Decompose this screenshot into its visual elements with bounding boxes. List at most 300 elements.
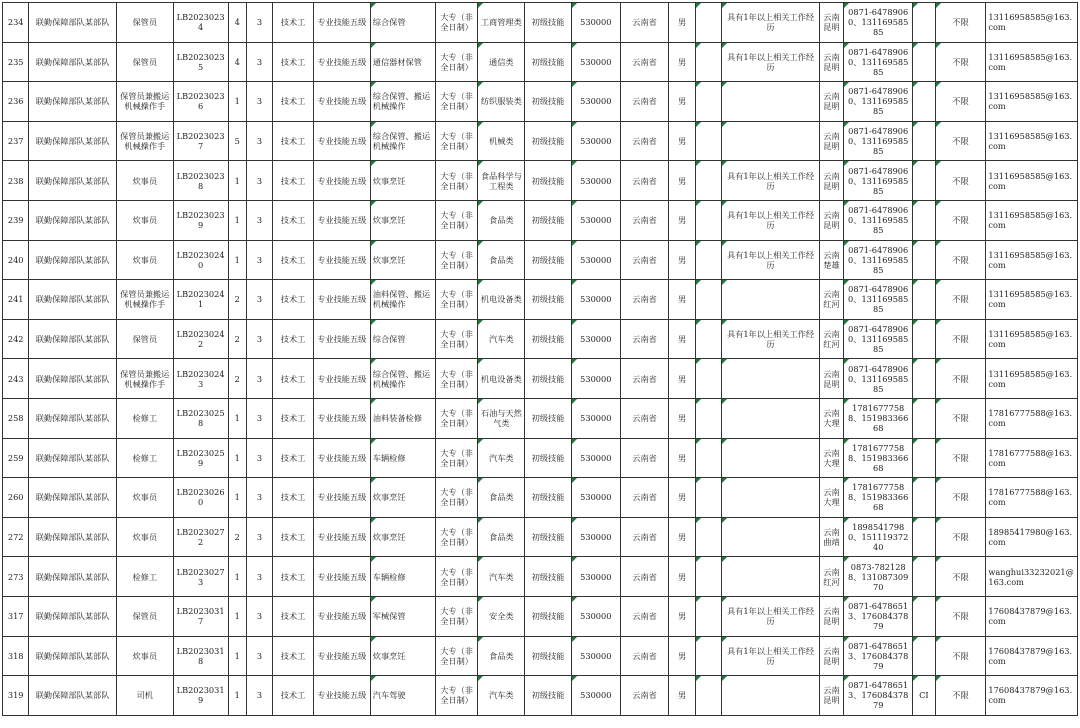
- cell-major: 石油与天然气类: [478, 398, 525, 438]
- cell-a: 2: [228, 319, 246, 359]
- cell-edu: 大专（非全日制）: [435, 557, 478, 597]
- cell-exp: [722, 121, 820, 161]
- cell-code: LB20230259: [173, 438, 228, 478]
- cell-limit: 不限: [935, 359, 986, 399]
- cell-req: 初级技能: [525, 280, 572, 320]
- cell-sex: 男: [669, 596, 695, 636]
- cell-dept: 联勤保障部队某部队: [29, 82, 116, 122]
- cell-level: 专业技能五级: [313, 438, 370, 478]
- cell-req: 初级技能: [525, 517, 572, 557]
- cell-post: 炊事员: [116, 478, 173, 518]
- cell-type: 技术工: [273, 557, 314, 597]
- cell-city: 云南昆明: [819, 42, 843, 82]
- cell-tel: 0871-64789060、13116958585: [844, 3, 913, 43]
- cell-city: 云南昆明: [819, 3, 843, 43]
- cell-b: 3: [246, 596, 272, 636]
- cell-c2: [913, 517, 935, 557]
- cell-c2: [913, 438, 935, 478]
- cell-exp: [722, 398, 820, 438]
- cell-tel: 0871-64789060、13116958585: [844, 82, 913, 122]
- cell-a: 1: [228, 161, 246, 201]
- cell-prov: 云南省: [620, 557, 669, 597]
- cell-email: 13116958585@163.com: [986, 359, 1078, 399]
- cell-code: LB20230236: [173, 82, 228, 122]
- cell-salary: 530000: [571, 121, 620, 161]
- cell-post: 炊事员: [116, 636, 173, 676]
- cell-salary: 530000: [571, 557, 620, 597]
- cell-prov: 云南省: [620, 42, 669, 82]
- cell-post: 保管员: [116, 319, 173, 359]
- cell-req: 初级技能: [525, 319, 572, 359]
- cell-b: 3: [246, 161, 272, 201]
- cell-c1: [695, 517, 721, 557]
- cell-exp: [722, 280, 820, 320]
- cell-dept: 联勤保障部队某部队: [29, 478, 116, 518]
- cell-tel: 0871-64789060、13116958585: [844, 42, 913, 82]
- cell-no: 272: [3, 517, 29, 557]
- table-row: [3, 478, 1078, 518]
- cell-city: 云南大理: [819, 398, 843, 438]
- cell-code: LB20230273: [173, 557, 228, 597]
- cell-spec: 汽车驾驶: [370, 676, 435, 716]
- cell-c2: [913, 240, 935, 280]
- cell-code: LB20230234: [173, 3, 228, 43]
- cell-edu: 大专（非全日制）: [435, 636, 478, 676]
- cell-email: 13116958585@163.com: [986, 240, 1078, 280]
- cell-dept: 联勤保障部队某部队: [29, 3, 116, 43]
- cell-type: 技术工: [273, 517, 314, 557]
- cell-edu: 大专（非全日制）: [435, 240, 478, 280]
- cell-c1: [695, 557, 721, 597]
- cell-edu: 大专（非全日制）: [435, 42, 478, 82]
- cell-salary: 530000: [571, 398, 620, 438]
- cell-dept: 联勤保障部队某部队: [29, 438, 116, 478]
- cell-req: 初级技能: [525, 121, 572, 161]
- cell-spec: 油料装备检修: [370, 398, 435, 438]
- cell-limit: 不限: [935, 42, 986, 82]
- cell-c1: [695, 359, 721, 399]
- cell-major: 纺织服装类: [478, 82, 525, 122]
- cell-email: 13116958585@163.com: [986, 121, 1078, 161]
- cell-limit: 不限: [935, 161, 986, 201]
- cell-salary: 530000: [571, 596, 620, 636]
- cell-tel: 0871-64789060、13116958585: [844, 359, 913, 399]
- cell-sex: 男: [669, 240, 695, 280]
- cell-sex: 男: [669, 676, 695, 716]
- cell-email: 17608437879@163.com: [986, 596, 1078, 636]
- cell-no: 259: [3, 438, 29, 478]
- cell-city: 云南昆明: [819, 596, 843, 636]
- cell-exp: 具有1年以上相关工作经历: [722, 636, 820, 676]
- cell-type: 技术工: [273, 42, 314, 82]
- cell-spec: 综合保管: [370, 319, 435, 359]
- cell-code: LB20230238: [173, 161, 228, 201]
- cell-edu: 大专（非全日制）: [435, 319, 478, 359]
- cell-limit: 不限: [935, 121, 986, 161]
- cell-email: 17608437879@163.com: [986, 636, 1078, 676]
- cell-c1: [695, 676, 721, 716]
- cell-city: 云南大理: [819, 478, 843, 518]
- cell-post: 炊事员: [116, 161, 173, 201]
- cell-b: 3: [246, 676, 272, 716]
- cell-code: LB20230235: [173, 42, 228, 82]
- cell-city: 云南红河: [819, 319, 843, 359]
- cell-level: 专业技能五级: [313, 676, 370, 716]
- cell-b: 3: [246, 557, 272, 597]
- cell-dept: 联勤保障部队某部队: [29, 636, 116, 676]
- cell-email: 17816777588@163.com: [986, 398, 1078, 438]
- cell-email: 17608437879@163.com: [986, 676, 1078, 716]
- cell-dept: 联勤保障部队某部队: [29, 319, 116, 359]
- table-row: [3, 319, 1078, 359]
- cell-major: 汽车类: [478, 319, 525, 359]
- cell-prov: 云南省: [620, 240, 669, 280]
- cell-post: 保管员兼搬运机械操作手: [116, 121, 173, 161]
- cell-req: 初级技能: [525, 398, 572, 438]
- cell-post: 检修工: [116, 438, 173, 478]
- cell-limit: 不限: [935, 596, 986, 636]
- table-row: [3, 596, 1078, 636]
- cell-limit: 不限: [935, 517, 986, 557]
- cell-no: 242: [3, 319, 29, 359]
- cell-code: LB20230260: [173, 478, 228, 518]
- cell-sex: 男: [669, 42, 695, 82]
- cell-c1: [695, 200, 721, 240]
- cell-a: 2: [228, 280, 246, 320]
- cell-code: LB20230239: [173, 200, 228, 240]
- cell-a: 1: [228, 200, 246, 240]
- cell-a: 1: [228, 398, 246, 438]
- cell-c2: [913, 42, 935, 82]
- cell-edu: 大专（非全日制）: [435, 517, 478, 557]
- cell-dept: 联勤保障部队某部队: [29, 359, 116, 399]
- cell-c2: [913, 398, 935, 438]
- cell-prov: 云南省: [620, 3, 669, 43]
- cell-city: 云南楚雄: [819, 240, 843, 280]
- cell-b: 3: [246, 478, 272, 518]
- cell-salary: 530000: [571, 478, 620, 518]
- cell-prov: 云南省: [620, 596, 669, 636]
- cell-no: 234: [3, 3, 29, 43]
- cell-sex: 男: [669, 82, 695, 122]
- cell-limit: 不限: [935, 478, 986, 518]
- cell-major: 安全类: [478, 596, 525, 636]
- cell-level: 专业技能五级: [313, 240, 370, 280]
- cell-a: 1: [228, 636, 246, 676]
- cell-req: 初级技能: [525, 596, 572, 636]
- cell-major: 汽车类: [478, 438, 525, 478]
- cell-code: LB20230317: [173, 596, 228, 636]
- cell-tel: 0871-64789060、13116958585: [844, 319, 913, 359]
- cell-code: LB20230242: [173, 319, 228, 359]
- cell-post: 炊事员: [116, 517, 173, 557]
- cell-salary: 530000: [571, 359, 620, 399]
- cell-post: 保管员兼搬运机械操作手: [116, 82, 173, 122]
- cell-salary: 530000: [571, 438, 620, 478]
- cell-spec: 综合保管: [370, 3, 435, 43]
- cell-c2: [913, 161, 935, 201]
- cell-spec: 炊事烹饪: [370, 200, 435, 240]
- cell-c2: [913, 3, 935, 43]
- cell-major: 机械类: [478, 121, 525, 161]
- cell-c1: [695, 161, 721, 201]
- cell-major: 食品类: [478, 240, 525, 280]
- cell-b: 3: [246, 398, 272, 438]
- cell-city: 云南昆明: [819, 82, 843, 122]
- cell-no: 258: [3, 398, 29, 438]
- cell-city: 云南昆明: [819, 161, 843, 201]
- cell-b: 3: [246, 319, 272, 359]
- cell-limit: 不限: [935, 398, 986, 438]
- cell-req: 初级技能: [525, 359, 572, 399]
- cell-level: 专业技能五级: [313, 200, 370, 240]
- cell-c1: [695, 280, 721, 320]
- cell-c2: [913, 596, 935, 636]
- cell-salary: 530000: [571, 82, 620, 122]
- cell-c1: [695, 398, 721, 438]
- cell-email: 13116958585@163.com: [986, 161, 1078, 201]
- cell-spec: 车辆检修: [370, 438, 435, 478]
- cell-post: 保管员兼搬运机械操作手: [116, 359, 173, 399]
- cell-dept: 联勤保障部队某部队: [29, 557, 116, 597]
- cell-major: 食品类: [478, 636, 525, 676]
- cell-edu: 大专（非全日制）: [435, 161, 478, 201]
- cell-code: LB20230318: [173, 636, 228, 676]
- cell-tel: 17816777588、15198336668: [844, 398, 913, 438]
- table-row: [3, 82, 1078, 122]
- cell-post: 保管员: [116, 596, 173, 636]
- table-row: [3, 636, 1078, 676]
- cell-no: 243: [3, 359, 29, 399]
- cell-edu: 大专（非全日制）: [435, 280, 478, 320]
- cell-limit: 不限: [935, 676, 986, 716]
- table-row: [3, 42, 1078, 82]
- cell-prov: 云南省: [620, 438, 669, 478]
- cell-edu: 大专（非全日制）: [435, 398, 478, 438]
- cell-post: 保管员: [116, 42, 173, 82]
- cell-spec: 综合保管、搬运机械操作: [370, 82, 435, 122]
- cell-edu: 大专（非全日制）: [435, 478, 478, 518]
- cell-tel: 0871-64786513、17608437879: [844, 676, 913, 716]
- cell-spec: 炊事烹饪: [370, 478, 435, 518]
- cell-prov: 云南省: [620, 478, 669, 518]
- table-row: [3, 398, 1078, 438]
- cell-c1: [695, 596, 721, 636]
- cell-edu: 大专（非全日制）: [435, 82, 478, 122]
- table-body: [3, 3, 1078, 716]
- cell-code: LB20230241: [173, 280, 228, 320]
- cell-c2: [913, 636, 935, 676]
- cell-c2: [913, 121, 935, 161]
- table-row: [3, 438, 1078, 478]
- cell-b: 3: [246, 438, 272, 478]
- cell-dept: 联勤保障部队某部队: [29, 200, 116, 240]
- cell-limit: 不限: [935, 280, 986, 320]
- cell-a: 1: [228, 438, 246, 478]
- cell-no: 239: [3, 200, 29, 240]
- cell-c1: [695, 478, 721, 518]
- cell-email: 13116958585@163.com: [986, 3, 1078, 43]
- cell-spec: 军械保管: [370, 596, 435, 636]
- cell-level: 专业技能五级: [313, 557, 370, 597]
- cell-exp: 具有1年以上相关工作经历: [722, 161, 820, 201]
- cell-city: 云南大理: [819, 438, 843, 478]
- cell-spec: 炊事烹饪: [370, 161, 435, 201]
- cell-salary: 530000: [571, 517, 620, 557]
- cell-dept: 联勤保障部队某部队: [29, 280, 116, 320]
- cell-level: 专业技能五级: [313, 517, 370, 557]
- cell-c2: CI: [913, 676, 935, 716]
- cell-limit: 不限: [935, 438, 986, 478]
- cell-a: 4: [228, 3, 246, 43]
- cell-c2: [913, 557, 935, 597]
- cell-spec: 综合保管、搬运机械操作: [370, 121, 435, 161]
- cell-b: 3: [246, 42, 272, 82]
- cell-c1: [695, 636, 721, 676]
- cell-level: 专业技能五级: [313, 636, 370, 676]
- cell-b: 3: [246, 240, 272, 280]
- cell-req: 初级技能: [525, 438, 572, 478]
- cell-prov: 云南省: [620, 517, 669, 557]
- cell-req: 初级技能: [525, 240, 572, 280]
- cell-b: 3: [246, 359, 272, 399]
- cell-level: 专业技能五级: [313, 42, 370, 82]
- cell-a: 1: [228, 596, 246, 636]
- cell-a: 1: [228, 478, 246, 518]
- cell-a: 5: [228, 121, 246, 161]
- cell-b: 3: [246, 3, 272, 43]
- cell-major: 机电设备类: [478, 280, 525, 320]
- cell-email: 13116958585@163.com: [986, 319, 1078, 359]
- cell-c2: [913, 200, 935, 240]
- cell-b: 3: [246, 280, 272, 320]
- cell-type: 技术工: [273, 280, 314, 320]
- cell-sex: 男: [669, 200, 695, 240]
- cell-type: 技术工: [273, 636, 314, 676]
- cell-limit: 不限: [935, 82, 986, 122]
- cell-type: 技术工: [273, 438, 314, 478]
- cell-prov: 云南省: [620, 121, 669, 161]
- cell-limit: 不限: [935, 557, 986, 597]
- cell-sex: 男: [669, 478, 695, 518]
- cell-type: 技术工: [273, 200, 314, 240]
- cell-a: 4: [228, 42, 246, 82]
- table-row: [3, 557, 1078, 597]
- cell-spec: 车辆检修: [370, 557, 435, 597]
- cell-email: 13116958585@163.com: [986, 280, 1078, 320]
- cell-type: 技术工: [273, 596, 314, 636]
- cell-major: 机电设备类: [478, 359, 525, 399]
- cell-req: 初级技能: [525, 557, 572, 597]
- table-row: [3, 3, 1078, 43]
- cell-spec: 炊事烹饪: [370, 636, 435, 676]
- cell-no: 240: [3, 240, 29, 280]
- cell-prov: 云南省: [620, 200, 669, 240]
- cell-exp: [722, 359, 820, 399]
- cell-tel: 0871-64789060、13116958585: [844, 280, 913, 320]
- cell-tel: 17816777588、15198336668: [844, 478, 913, 518]
- cell-prov: 云南省: [620, 280, 669, 320]
- cell-prov: 云南省: [620, 319, 669, 359]
- cell-edu: 大专（非全日制）: [435, 359, 478, 399]
- cell-no: 235: [3, 42, 29, 82]
- cell-dept: 联勤保障部队某部队: [29, 676, 116, 716]
- cell-tel: 0873-7821288、13108730970: [844, 557, 913, 597]
- cell-limit: 不限: [935, 200, 986, 240]
- cell-salary: 530000: [571, 200, 620, 240]
- cell-major: 食品科学与工程类: [478, 161, 525, 201]
- cell-exp: 具有1年以上相关工作经历: [722, 596, 820, 636]
- cell-city: 云南昆明: [819, 636, 843, 676]
- cell-c1: [695, 121, 721, 161]
- cell-no: 317: [3, 596, 29, 636]
- cell-level: 专业技能五级: [313, 478, 370, 518]
- cell-a: 1: [228, 240, 246, 280]
- cell-edu: 大专（非全日制）: [435, 438, 478, 478]
- cell-sex: 男: [669, 636, 695, 676]
- cell-a: 1: [228, 676, 246, 716]
- cell-sex: 男: [669, 3, 695, 43]
- cell-email: 17816777588@163.com: [986, 478, 1078, 518]
- cell-sex: 男: [669, 121, 695, 161]
- cell-level: 专业技能五级: [313, 161, 370, 201]
- cell-limit: 不限: [935, 3, 986, 43]
- cell-tel: 0871-64789060、13116958585: [844, 161, 913, 201]
- cell-code: LB20230237: [173, 121, 228, 161]
- cell-spec: 通信器材保管: [370, 42, 435, 82]
- cell-sex: 男: [669, 438, 695, 478]
- cell-tel: 0871-64789060、13116958585: [844, 200, 913, 240]
- cell-major: 通信类: [478, 42, 525, 82]
- cell-type: 技术工: [273, 240, 314, 280]
- cell-exp: [722, 557, 820, 597]
- cell-level: 专业技能五级: [313, 280, 370, 320]
- cell-salary: 530000: [571, 161, 620, 201]
- cell-exp: 具有1年以上相关工作经历: [722, 200, 820, 240]
- cell-c1: [695, 3, 721, 43]
- cell-tel: 18985417980、15111937240: [844, 517, 913, 557]
- cell-exp: [722, 517, 820, 557]
- cell-limit: 不限: [935, 240, 986, 280]
- cell-dept: 联勤保障部队某部队: [29, 596, 116, 636]
- cell-exp: [722, 676, 820, 716]
- cell-req: 初级技能: [525, 3, 572, 43]
- cell-sex: 男: [669, 398, 695, 438]
- cell-b: 3: [246, 82, 272, 122]
- cell-req: 初级技能: [525, 478, 572, 518]
- cell-sex: 男: [669, 517, 695, 557]
- cell-dept: 联勤保障部队某部队: [29, 240, 116, 280]
- cell-salary: 530000: [571, 676, 620, 716]
- cell-no: 260: [3, 478, 29, 518]
- cell-no: 319: [3, 676, 29, 716]
- cell-city: 云南红河: [819, 557, 843, 597]
- cell-edu: 大专（非全日制）: [435, 3, 478, 43]
- table-row: [3, 121, 1078, 161]
- cell-sex: 男: [669, 319, 695, 359]
- cell-post: 炊事员: [116, 200, 173, 240]
- cell-level: 专业技能五级: [313, 319, 370, 359]
- cell-req: 初级技能: [525, 200, 572, 240]
- cell-no: 236: [3, 82, 29, 122]
- cell-no: 238: [3, 161, 29, 201]
- cell-req: 初级技能: [525, 161, 572, 201]
- cell-c2: [913, 280, 935, 320]
- cell-city: 云南昆明: [819, 200, 843, 240]
- cell-salary: 530000: [571, 42, 620, 82]
- cell-edu: 大专（非全日制）: [435, 676, 478, 716]
- cell-level: 专业技能五级: [313, 359, 370, 399]
